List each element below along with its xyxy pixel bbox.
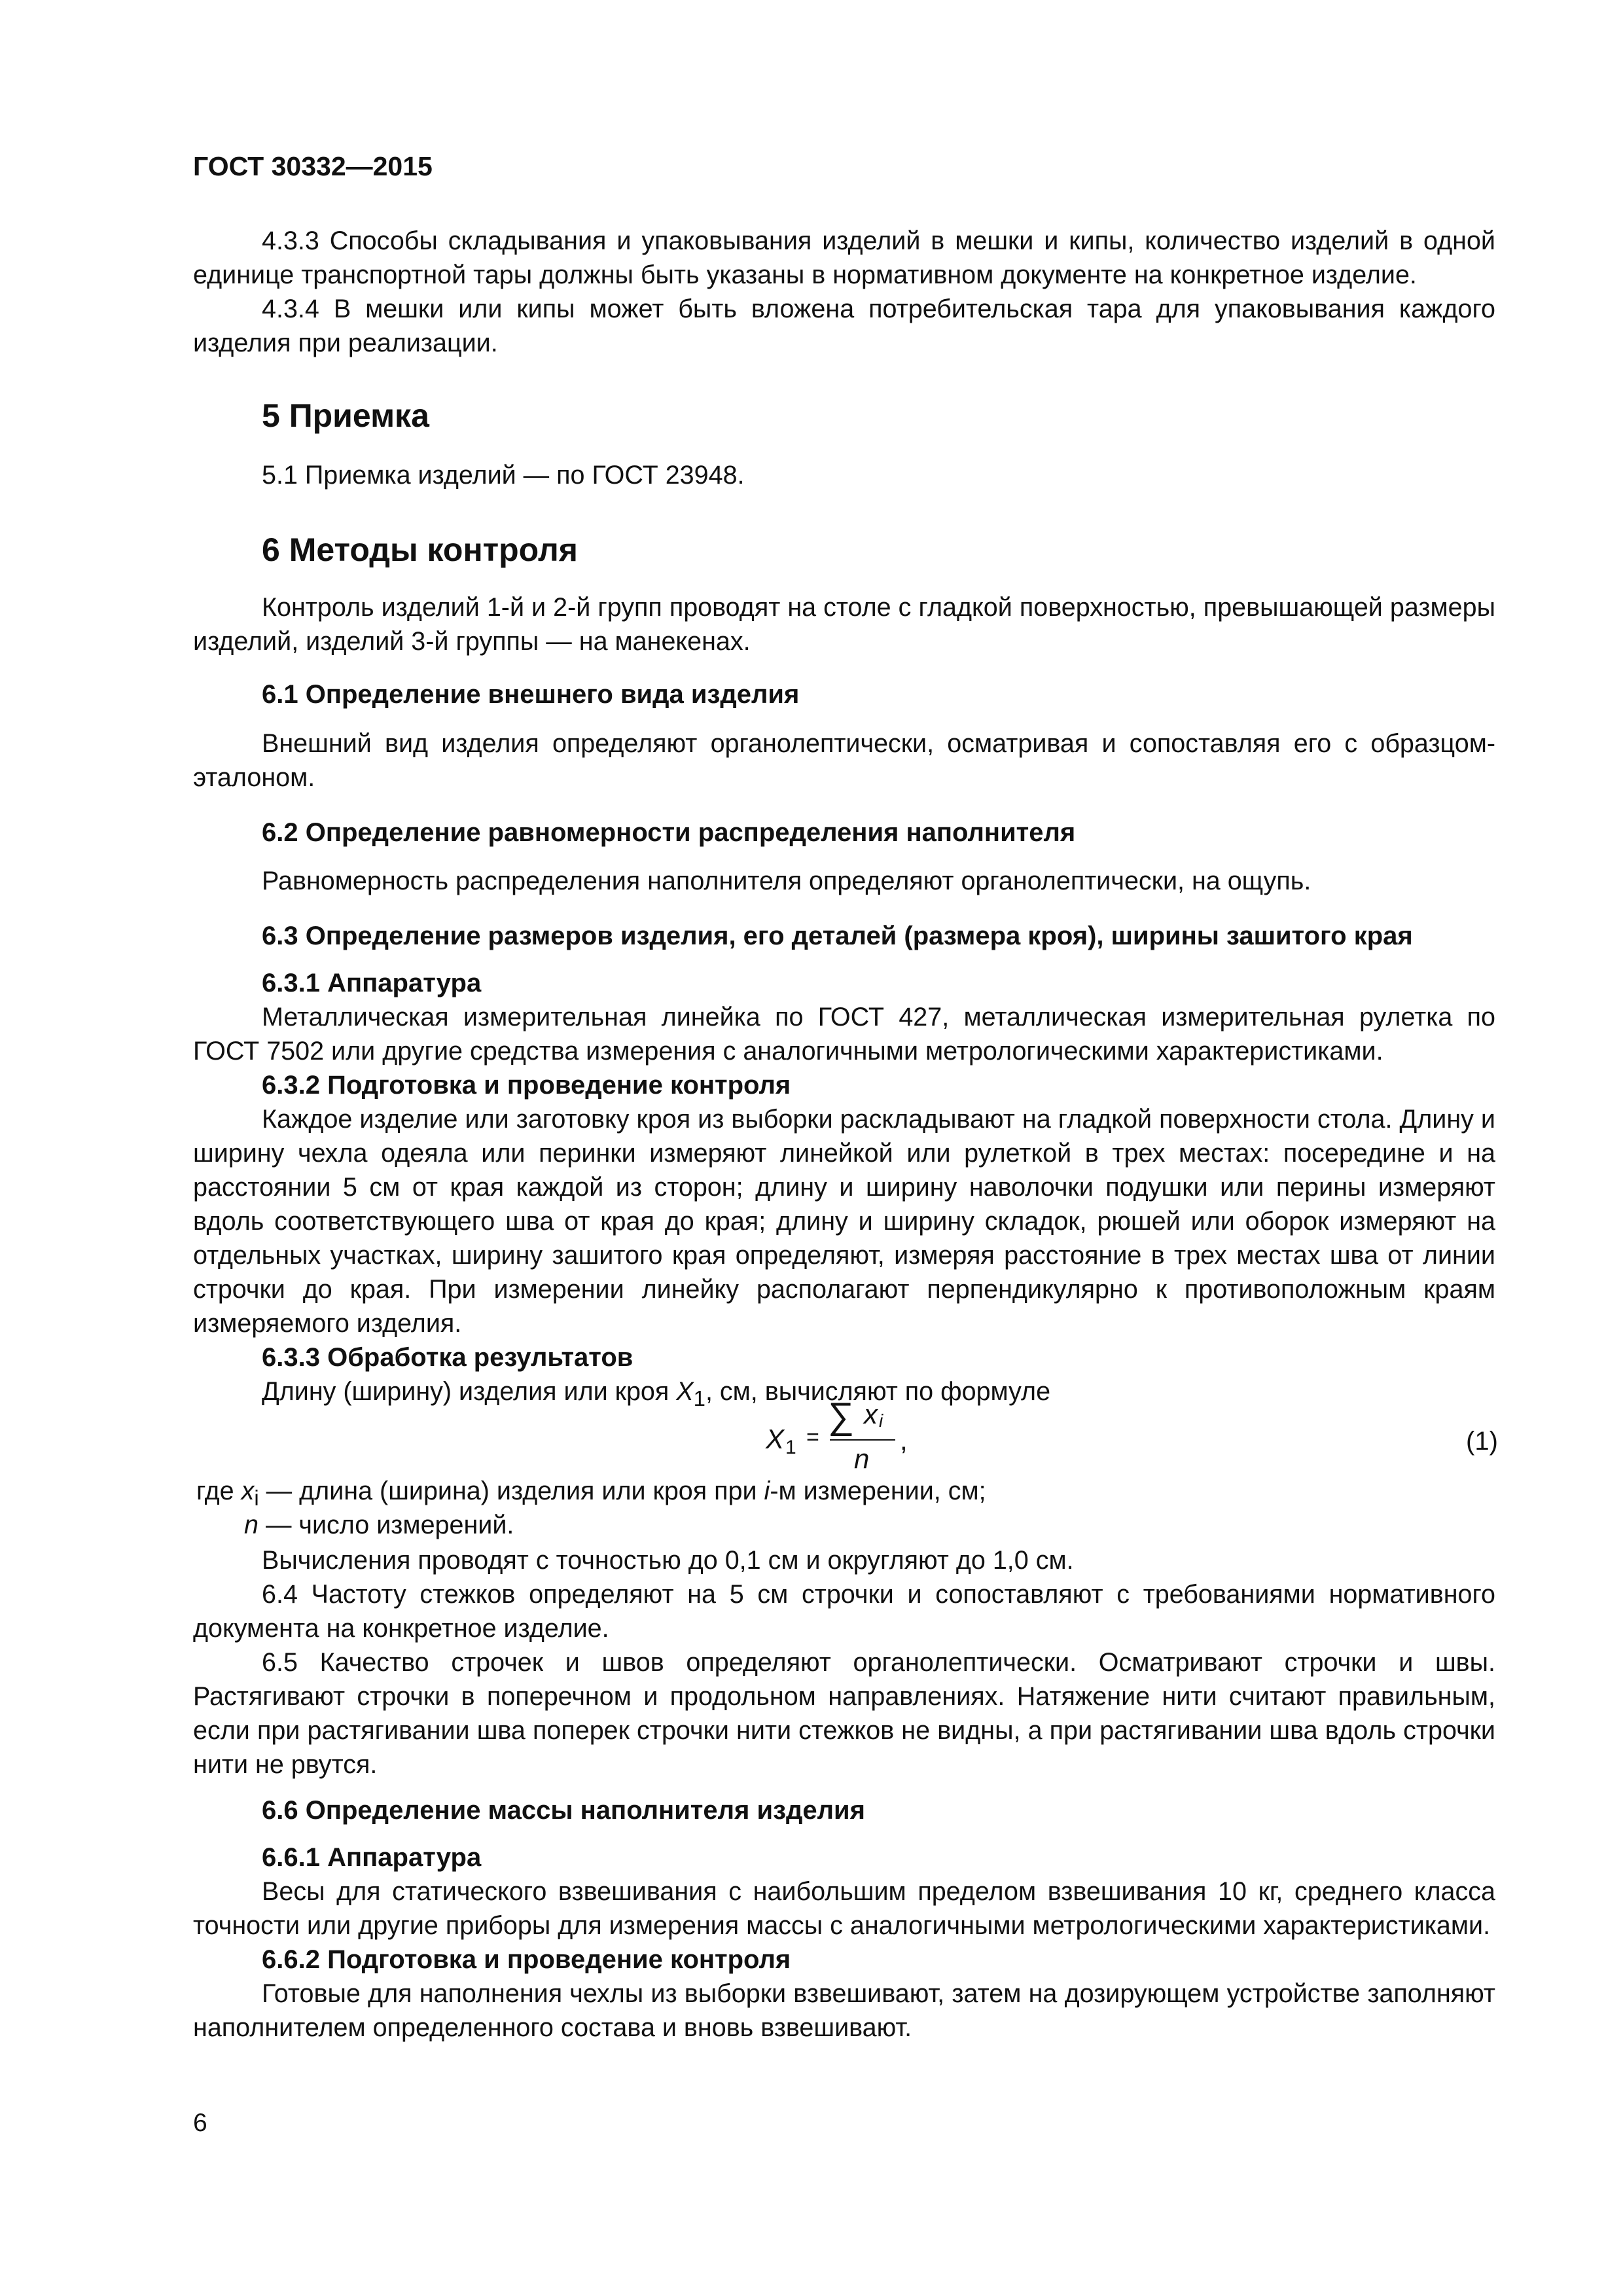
section-6-3	[193, 919, 1495, 953]
where-line-2	[193, 1508, 1495, 1542]
section-6-6-title: 6.6 Определение массы наполнителя изделия	[262, 1796, 865, 1825]
where1-i: i	[764, 1477, 770, 1505]
formula-denominator: n	[854, 1443, 870, 1474]
formula-number: (1)	[1466, 1427, 1498, 1456]
section-6-6	[193, 1793, 1495, 1827]
where1-sub: i	[254, 1485, 259, 1510]
formula-lhs: X	[766, 1424, 785, 1454]
where1-text-a: — длина (ширина) изделия или кроя при	[259, 1477, 764, 1505]
section-6-2-title: 6.2 Определение равномерности распределения наполнителя	[262, 818, 1076, 847]
section-6-2	[193, 816, 1495, 850]
section-6-3-1-title: 6.3.1 Аппаратура	[262, 969, 482, 997]
section-6-5-text: 6.5 Качество строчек и швов определяют органолептически. Осматривают строчки и швы. Растягивают строчки в поперечном и продольном направлениях. Натяжение нити считают правильным, если при растягивании шва поперек строчки нити стежков не видны, а при растягивании шва вдоль строчки нити не рвутся.	[193, 1648, 1495, 1779]
section-6-1-body	[193, 726, 1495, 795]
paragraph-5-1: 5.1 Приемка изделий — по ГОСТ 23948.	[262, 461, 745, 490]
standard-code: ГОСТ 30332—2015	[193, 151, 433, 181]
formula-comma: ,	[900, 1425, 908, 1456]
section-6-3-1-text: Металлическая измерительная линейка по ГОСТ 427, металлическая измерительная рулетка по ГОСТ 7502 или другие средства измерения с аналогичными метрологическими характеристиками.	[193, 1003, 1495, 1066]
formula-numerator-sub: i	[879, 1410, 883, 1431]
section-6-3-2-title: 6.3.2 Подготовка и проведение контроля	[262, 1071, 791, 1100]
formula-intro-var: X	[676, 1377, 694, 1406]
formula-lhs-sub: 1	[785, 1437, 796, 1458]
section-6-3-3-rest	[193, 1543, 1495, 1782]
section-6-title: 6 Методы контроля	[262, 531, 578, 568]
section-4-3-paragraphs	[193, 224, 1495, 360]
section-6-intro	[193, 590, 1495, 658]
section-6-1-title: 6.1 Определение внешнего вида изделия	[262, 680, 800, 709]
section-6-3-title: 6.3 Определение размеров изделия, его деталей (размера кроя), ширины зашитого края	[262, 922, 1413, 950]
section-6-6-2-text: Готовые для наполнения чехлы из выборки взвешивают, затем на дозирующем устройстве заполняют наполнителем определенного состава и вновь взвешивают.	[193, 1979, 1495, 2042]
section-5-title: 5 Приемка	[262, 397, 429, 434]
section-5-body	[193, 458, 1495, 492]
section-6-6-body	[193, 1840, 1495, 2045]
section-6-6-1-title: 6.6.1 Аппаратура	[262, 1843, 482, 1872]
where2-text: — число измерений.	[258, 1511, 514, 1539]
calc-text: Вычисления проводят с точностью до 0,1 см и округляют до 1,0 см.	[262, 1546, 1074, 1575]
section-6-6-1-text: Весы для статического взвешивания с наибольшим пределом взвешивания 10 кг, среднего класса точности или другие приборы для измерения массы с аналогичными метрологическими характеристиками.	[193, 1877, 1495, 1940]
section-6	[193, 530, 1495, 569]
formula-intro-sub: 1	[693, 1386, 705, 1410]
where2-var: n	[244, 1511, 259, 1539]
where1-text-b: -м измерении, см;	[770, 1477, 986, 1505]
paragraph-4-3-4: 4.3.4 В мешки или кипы может быть вложена потребительская тара для упаковывания каждого изделия при реализации.	[193, 295, 1495, 357]
paragraph-4-3-3: 4.3.3 Способы складывания и упаковывания изделий в мешки и кипы, количество изделий в одной единице транспортной тары должны быть указаны в нормативном документе на конкретное изделие.	[193, 226, 1495, 289]
section-6-2-body	[193, 864, 1495, 898]
formula-fraction-bar	[830, 1439, 895, 1441]
section-6-1-text: Внешний вид изделия определяют органолептически, осматривая и сопоставляя его с образцом-эталоном.	[193, 729, 1495, 792]
formula-intro-b: , см, вычисляют по формуле	[705, 1377, 1051, 1406]
section-6-3-body	[193, 966, 1495, 1416]
formula-numerator: x	[864, 1399, 878, 1429]
where1-var: x	[241, 1477, 255, 1505]
where-label: где	[196, 1477, 241, 1505]
page-number: 6	[193, 2109, 207, 2137]
section-6-4-text: 6.4 Частоту стежков определяют на 5 см строчки и сопоставляют с требованиями нормативного документа на конкретное изделие.	[193, 1580, 1495, 1643]
section-6-3-2-text: Каждое изделие или заготовку кроя из выборки раскладывают на гладкой поверхности стола. Длину и ширину чехла одеяла или перинки измеряют линейкой или рулеткой в трех местах: посередине и на расстоянии 5 см от края каждой из сторон; длину и ширину наволочки подушки или перины измеряют вдоль соответствующего шва от края до края; длину и ширину складок, рюшей или оборок измеряют на отдельных участках, ширину зашитого края определяют, измеряя расстояние в трех местах шва от линии строчки до края. При измерении линейку располагают перпендикулярно к противоположным краям измеряемого изделия.	[193, 1105, 1495, 1338]
formula-sum-sign: ∑	[828, 1395, 854, 1436]
section-6-intro-text: Контроль изделий 1-й и 2-й групп проводят на столе с гладкой поверхностью, превышающей размеры изделий, изделий 3-й группы — на манекенах.	[193, 593, 1495, 656]
section-6-1	[193, 677, 1495, 711]
section-5	[193, 396, 1495, 435]
page-header	[193, 149, 1495, 183]
section-6-3-3-title: 6.3.3 Обработка результатов	[262, 1343, 633, 1372]
section-6-2-text: Равномерность распределения наполнителя определяют органолептически, на ощупь.	[262, 867, 1311, 895]
formula-intro-a: Длину (ширину) изделия или кроя	[262, 1377, 677, 1406]
formula-equals: =	[806, 1425, 819, 1450]
section-6-6-2-title: 6.6.2 Подготовка и проведение контроля	[262, 1945, 791, 1974]
